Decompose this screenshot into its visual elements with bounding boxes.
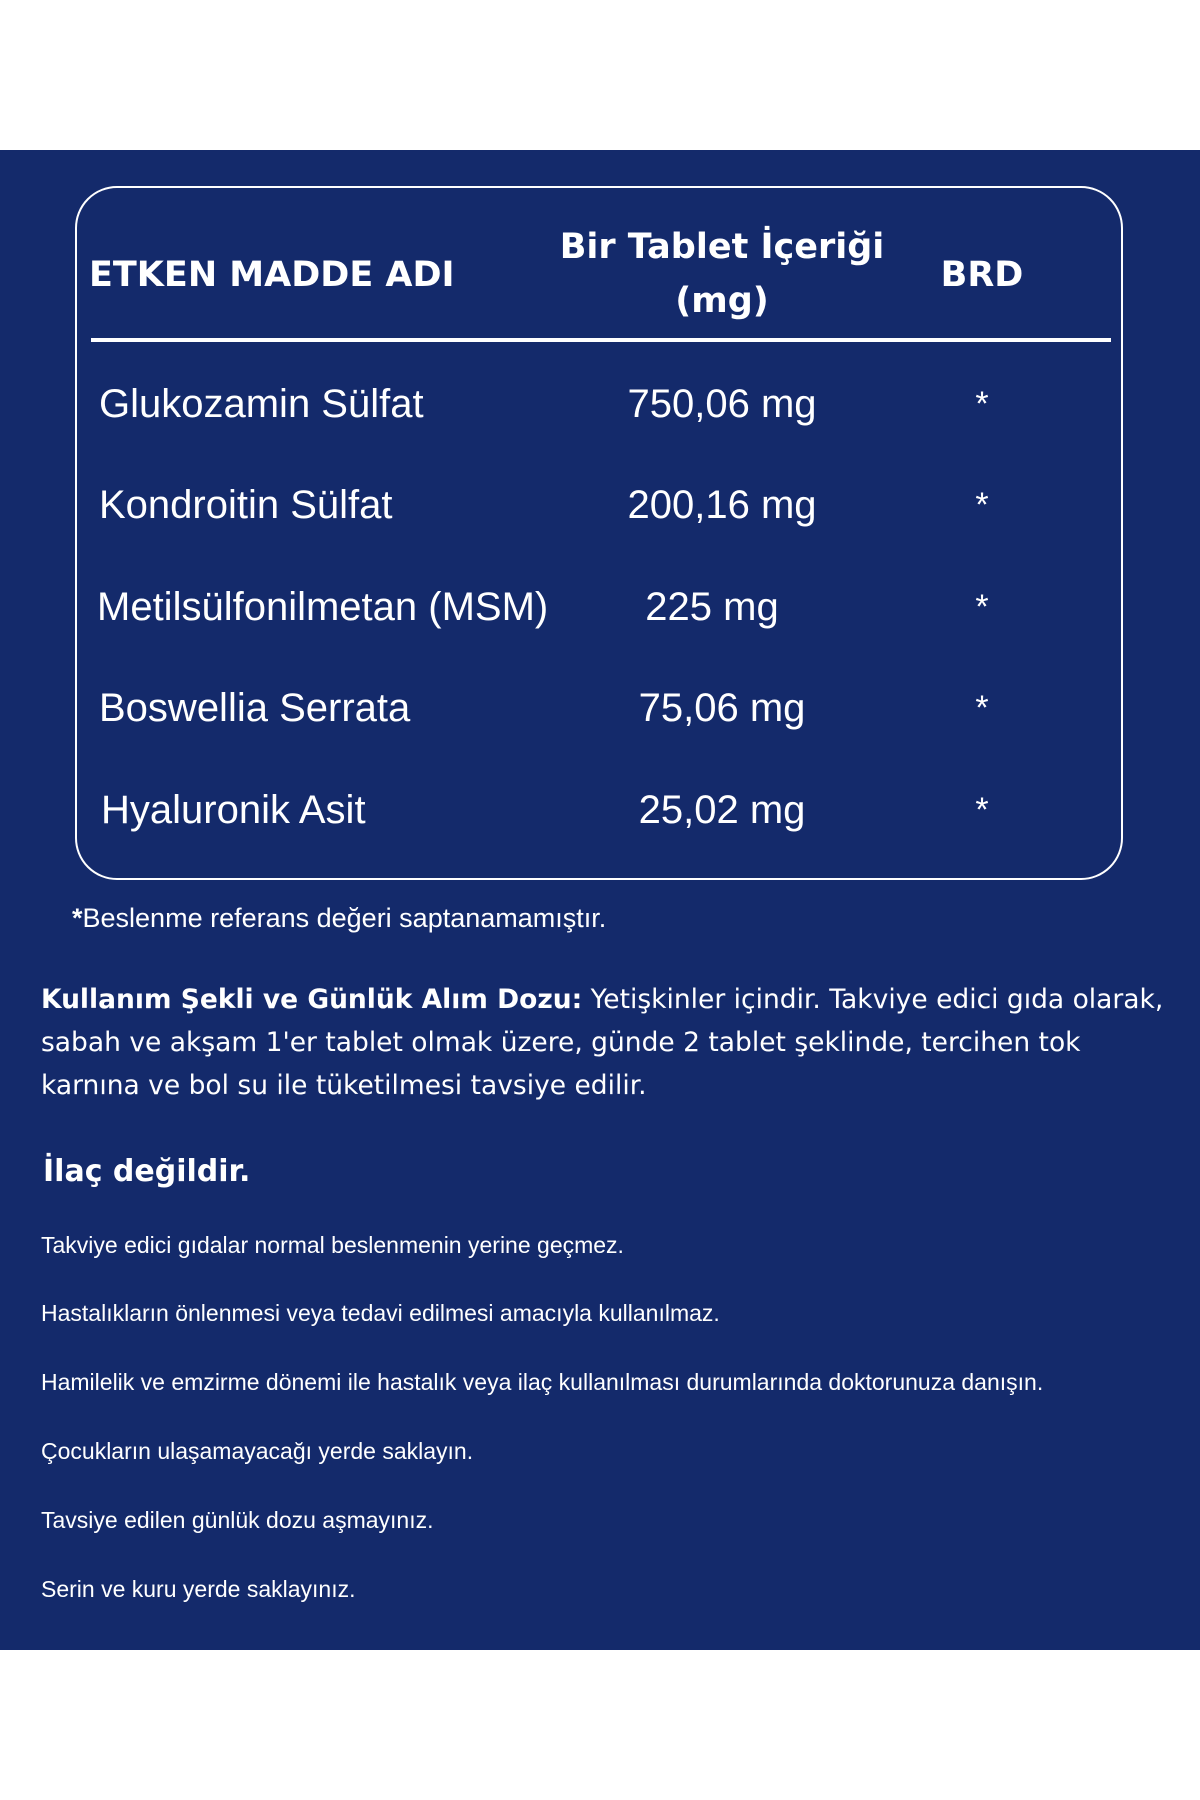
- usage-label: Kullanım Şekli ve Günlük Alım Dozu:: [41, 984, 583, 1015]
- ingredient-amount: 750,06 mg: [627, 382, 817, 426]
- usage-instructions: [41, 978, 1166, 1107]
- warning-item: Tavsiye edilen günlük dozu aşmayınız.: [41, 1507, 434, 1533]
- header-amount-line1: Bir Tablet İçeriği: [559, 227, 885, 267]
- not-a-drug-heading: İlaç değildir.: [43, 1154, 251, 1189]
- header-amount-line2: (mg): [675, 281, 769, 321]
- ingredient-brd: *: [975, 689, 989, 727]
- table-row: [77, 475, 1121, 535]
- ingredient-brd: *: [975, 791, 989, 829]
- ingredient-amount: 25,02 mg: [638, 788, 806, 832]
- table-row: [77, 577, 1121, 637]
- header-active-ingredient: ETKEN MADDE ADI: [89, 255, 455, 295]
- ingredient-brd: *: [975, 486, 989, 524]
- header-amount-per-tablet: [542, 220, 902, 328]
- header-brd: BRD: [940, 255, 1024, 295]
- warning-item: Hamilelik ve emzirme dönemi ile hastalık veya ilaç kullanılması durumlarında doktorunuza danışın.: [41, 1369, 1044, 1395]
- warning-item: Hastalıkların önlenmesi veya tedavi edilmesi amacıyla kullanılmaz.: [41, 1300, 720, 1326]
- table-row: [77, 374, 1121, 434]
- warning-item: Serin ve kuru yerde saklayınız.: [41, 1576, 356, 1602]
- ingredient-amount: 200,16 mg: [627, 483, 817, 527]
- ingredient-brd: *: [975, 588, 989, 626]
- warning-item: Takviye edici gıdalar normal beslenmenin yerine geçmez.: [41, 1232, 624, 1258]
- warning-item: Çocukların ulaşamayacağı yerde saklayın.: [41, 1438, 474, 1464]
- supplement-info-panel: [0, 150, 1200, 1650]
- ingredient-name: Metilsülfonilmetan (MSM): [97, 585, 549, 629]
- ingredient-amount: 225 mg: [645, 585, 779, 629]
- ingredient-name: Glukozamin Sülfat: [99, 382, 424, 426]
- table-row: [77, 678, 1121, 738]
- footnote: [72, 898, 606, 938]
- ingredient-amount: 75,06 mg: [638, 686, 806, 730]
- ingredients-table: [75, 186, 1123, 880]
- ingredient-name: Boswellia Serrata: [99, 686, 411, 730]
- footnote-mark: *: [72, 903, 83, 933]
- header-divider: [91, 338, 1111, 342]
- table-row: [77, 780, 1121, 840]
- ingredient-brd: *: [975, 385, 989, 423]
- footnote-text: Beslenme referans değeri saptanamamıştır.: [82, 903, 607, 933]
- ingredient-name: Hyaluronik Asit: [101, 788, 366, 832]
- usage-text: Yetişkinler içindir. Takviye edici gıda olarak, sabah ve akşam 1'er tablet olmak üzere, günde 2 tablet şeklinde, tercihen tok karnına ve bol su ile tüketilmesi tavsiye edilir.: [41, 984, 1164, 1101]
- ingredient-name: Kondroitin Sülfat: [99, 483, 393, 527]
